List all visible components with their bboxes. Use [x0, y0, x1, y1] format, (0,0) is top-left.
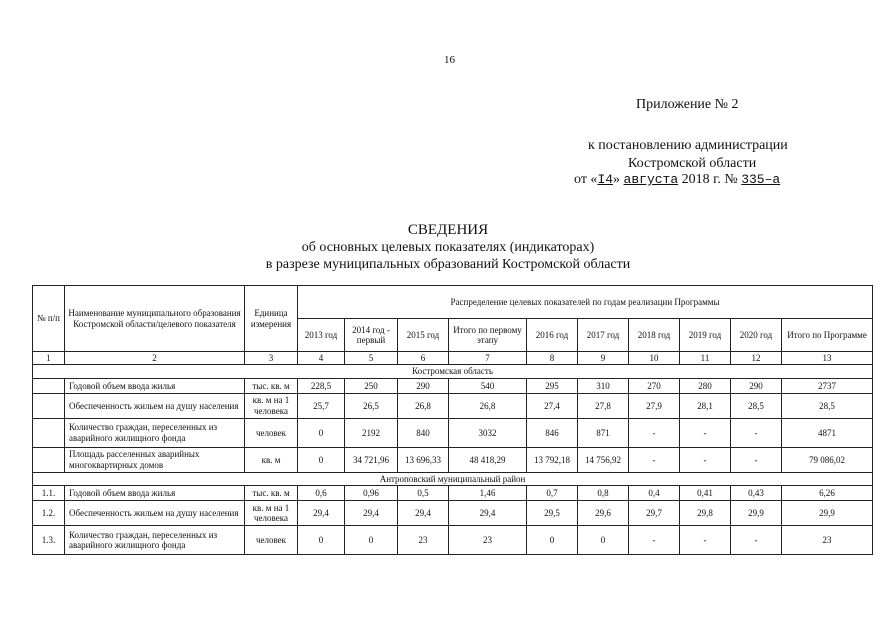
value-cell: 0	[298, 526, 345, 555]
value-cell: 25,7	[298, 393, 345, 418]
value-cell: 29,4	[345, 501, 398, 526]
document-title: СВЕДЕНИЯ	[407, 222, 489, 238]
value-cell: 34 721,96	[345, 447, 398, 472]
section-title: Антроповский муниципальный район	[33, 472, 873, 485]
page-number: 16	[444, 54, 455, 66]
value-cell: 27,4	[527, 393, 578, 418]
value-cell: 29,9	[731, 501, 782, 526]
value-cell: 310	[578, 378, 629, 393]
unit-cell: человек	[245, 526, 298, 555]
indicators-table	[32, 285, 873, 555]
value-cell: 26,5	[345, 393, 398, 418]
decree-mid: »	[613, 172, 621, 187]
unit-cell: тыс. кв. м	[245, 378, 298, 393]
value-cell: 0	[298, 418, 345, 447]
decree-year: 2018 г. №	[681, 172, 738, 187]
column-number: 1	[33, 352, 65, 365]
value-cell: 871	[578, 418, 629, 447]
table-row	[33, 418, 873, 447]
value-cell: 26,8	[449, 393, 527, 418]
value-cell: -	[680, 526, 731, 555]
unit-cell: человек	[245, 418, 298, 447]
column-number: 4	[298, 352, 345, 365]
value-cell: 29,7	[629, 501, 680, 526]
indicator-name: Годовой объем ввода жилья	[65, 486, 245, 501]
unit-cell: кв. м	[245, 447, 298, 472]
indicator-name: Количество граждан, переселенных из аварийного жилищного фонда	[65, 418, 245, 447]
value-cell: 0	[578, 526, 629, 555]
value-cell: 29,4	[449, 501, 527, 526]
value-cell: 29,4	[298, 501, 345, 526]
row-number	[33, 418, 65, 447]
value-cell: 3032	[449, 418, 527, 447]
column-number: 8	[527, 352, 578, 365]
value-cell: 290	[398, 378, 449, 393]
value-cell: 0,43	[731, 486, 782, 501]
column-numbers-row	[33, 352, 873, 365]
header-distribution: Распределение целевых показателей по годам реализации Программы	[298, 286, 873, 319]
value-cell: 28,5	[782, 393, 873, 418]
column-number: 13	[782, 352, 873, 365]
table-row	[33, 486, 873, 501]
header-year: 2018 год	[629, 319, 680, 352]
value-cell: 270	[629, 378, 680, 393]
value-cell: -	[680, 447, 731, 472]
row-number: 1.1.	[33, 486, 65, 501]
value-cell: -	[629, 526, 680, 555]
value-cell: -	[731, 418, 782, 447]
value-cell: 29,4	[398, 501, 449, 526]
value-cell: 27,9	[629, 393, 680, 418]
decree-number: 335–а	[741, 172, 781, 187]
value-cell: 0,8	[578, 486, 629, 501]
value-cell: 26,8	[398, 393, 449, 418]
decree-line-2: Костромской области	[628, 156, 757, 171]
document-subtitle-1: об основных целевых показателях (индикаторах)	[301, 240, 595, 255]
value-cell: 280	[680, 378, 731, 393]
value-cell: 0,4	[629, 486, 680, 501]
row-number	[33, 378, 65, 393]
value-cell: 79 086,02	[782, 447, 873, 472]
column-number: 7	[449, 352, 527, 365]
table-row	[33, 526, 873, 555]
row-number	[33, 447, 65, 472]
row-number	[33, 393, 65, 418]
value-cell: 14 756,92	[578, 447, 629, 472]
unit-cell: тыс. кв. м	[245, 486, 298, 501]
decree-day: I4	[597, 172, 614, 187]
unit-cell: кв. м на 1 человека	[245, 501, 298, 526]
value-cell: 290	[731, 378, 782, 393]
decree-line-1: к постановлению администрации	[588, 138, 788, 153]
decree-month: августа	[623, 172, 679, 187]
header-year: Итого по Программе	[782, 319, 873, 352]
header-year: Итого по первому этапу	[449, 319, 527, 352]
section-row	[33, 472, 873, 485]
value-cell: 23	[449, 526, 527, 555]
value-cell: -	[629, 447, 680, 472]
column-number: 2	[65, 352, 245, 365]
column-number: 11	[680, 352, 731, 365]
decree-line-3	[574, 172, 780, 188]
column-number: 9	[578, 352, 629, 365]
value-cell: -	[731, 447, 782, 472]
value-cell: -	[629, 418, 680, 447]
header-year: 2019 год	[680, 319, 731, 352]
table-body	[33, 365, 873, 555]
header-year: 2013 год	[298, 319, 345, 352]
header-year: 2015 год	[398, 319, 449, 352]
value-cell: 540	[449, 378, 527, 393]
table-row	[33, 447, 873, 472]
value-cell: -	[680, 418, 731, 447]
value-cell: 0	[527, 526, 578, 555]
value-cell: 2192	[345, 418, 398, 447]
value-cell: 0	[298, 447, 345, 472]
value-cell: 28,5	[731, 393, 782, 418]
header-name: Наименование муниципального образования Костромской области/целевого показателя	[65, 286, 245, 352]
value-cell: 0,7	[527, 486, 578, 501]
section-title: Костромская область	[33, 365, 873, 378]
header-year: 2014 год - первый	[345, 319, 398, 352]
value-cell: 29,6	[578, 501, 629, 526]
column-number: 5	[345, 352, 398, 365]
indicator-name: Площадь расселенных аварийных многоквартирных домов	[65, 447, 245, 472]
table-row	[33, 393, 873, 418]
header-num: № п/п	[33, 286, 65, 352]
value-cell: 29,8	[680, 501, 731, 526]
section-row	[33, 365, 873, 378]
value-cell: 48 418,29	[449, 447, 527, 472]
value-cell: 228,5	[298, 378, 345, 393]
value-cell: 2737	[782, 378, 873, 393]
column-number: 3	[245, 352, 298, 365]
value-cell: 840	[398, 418, 449, 447]
value-cell: 28,1	[680, 393, 731, 418]
value-cell: 29,9	[782, 501, 873, 526]
value-cell: 27,8	[578, 393, 629, 418]
value-cell: 4871	[782, 418, 873, 447]
header-unit: Единица измерения	[245, 286, 298, 352]
document-subtitle-2: в разрезе муниципальных образований Костромской области	[265, 257, 631, 272]
column-number: 12	[731, 352, 782, 365]
value-cell: 1,46	[449, 486, 527, 501]
value-cell: 0,6	[298, 486, 345, 501]
header-year: 2017 год	[578, 319, 629, 352]
value-cell: 0,5	[398, 486, 449, 501]
header-year: 2020 год	[731, 319, 782, 352]
indicator-name: Обеспеченность жильем на душу населения	[65, 393, 245, 418]
value-cell: 250	[345, 378, 398, 393]
value-cell: 23	[398, 526, 449, 555]
header-year: 2016 год	[527, 319, 578, 352]
value-cell: 23	[782, 526, 873, 555]
table-row	[33, 378, 873, 393]
row-number: 1.3.	[33, 526, 65, 555]
value-cell: 0	[345, 526, 398, 555]
value-cell: 29,5	[527, 501, 578, 526]
unit-cell: кв. м на 1 человека	[245, 393, 298, 418]
value-cell: 0,41	[680, 486, 731, 501]
value-cell: 6,26	[782, 486, 873, 501]
value-cell: 0,96	[345, 486, 398, 501]
value-cell: 13 696,33	[398, 447, 449, 472]
indicator-name: Годовой объем ввода жилья	[65, 378, 245, 393]
value-cell: 13 792,18	[527, 447, 578, 472]
table-row	[33, 501, 873, 526]
value-cell: 295	[527, 378, 578, 393]
appendix-label: Приложение № 2	[636, 97, 739, 112]
row-number: 1.2.	[33, 501, 65, 526]
decree-prefix: от «	[574, 172, 598, 187]
indicator-name: Обеспеченность жильем на душу населения	[65, 501, 245, 526]
column-number: 10	[629, 352, 680, 365]
value-cell: 846	[527, 418, 578, 447]
value-cell: -	[731, 526, 782, 555]
column-number: 6	[398, 352, 449, 365]
indicator-name: Количество граждан, переселенных из аварийного жилищного фонда	[65, 526, 245, 555]
